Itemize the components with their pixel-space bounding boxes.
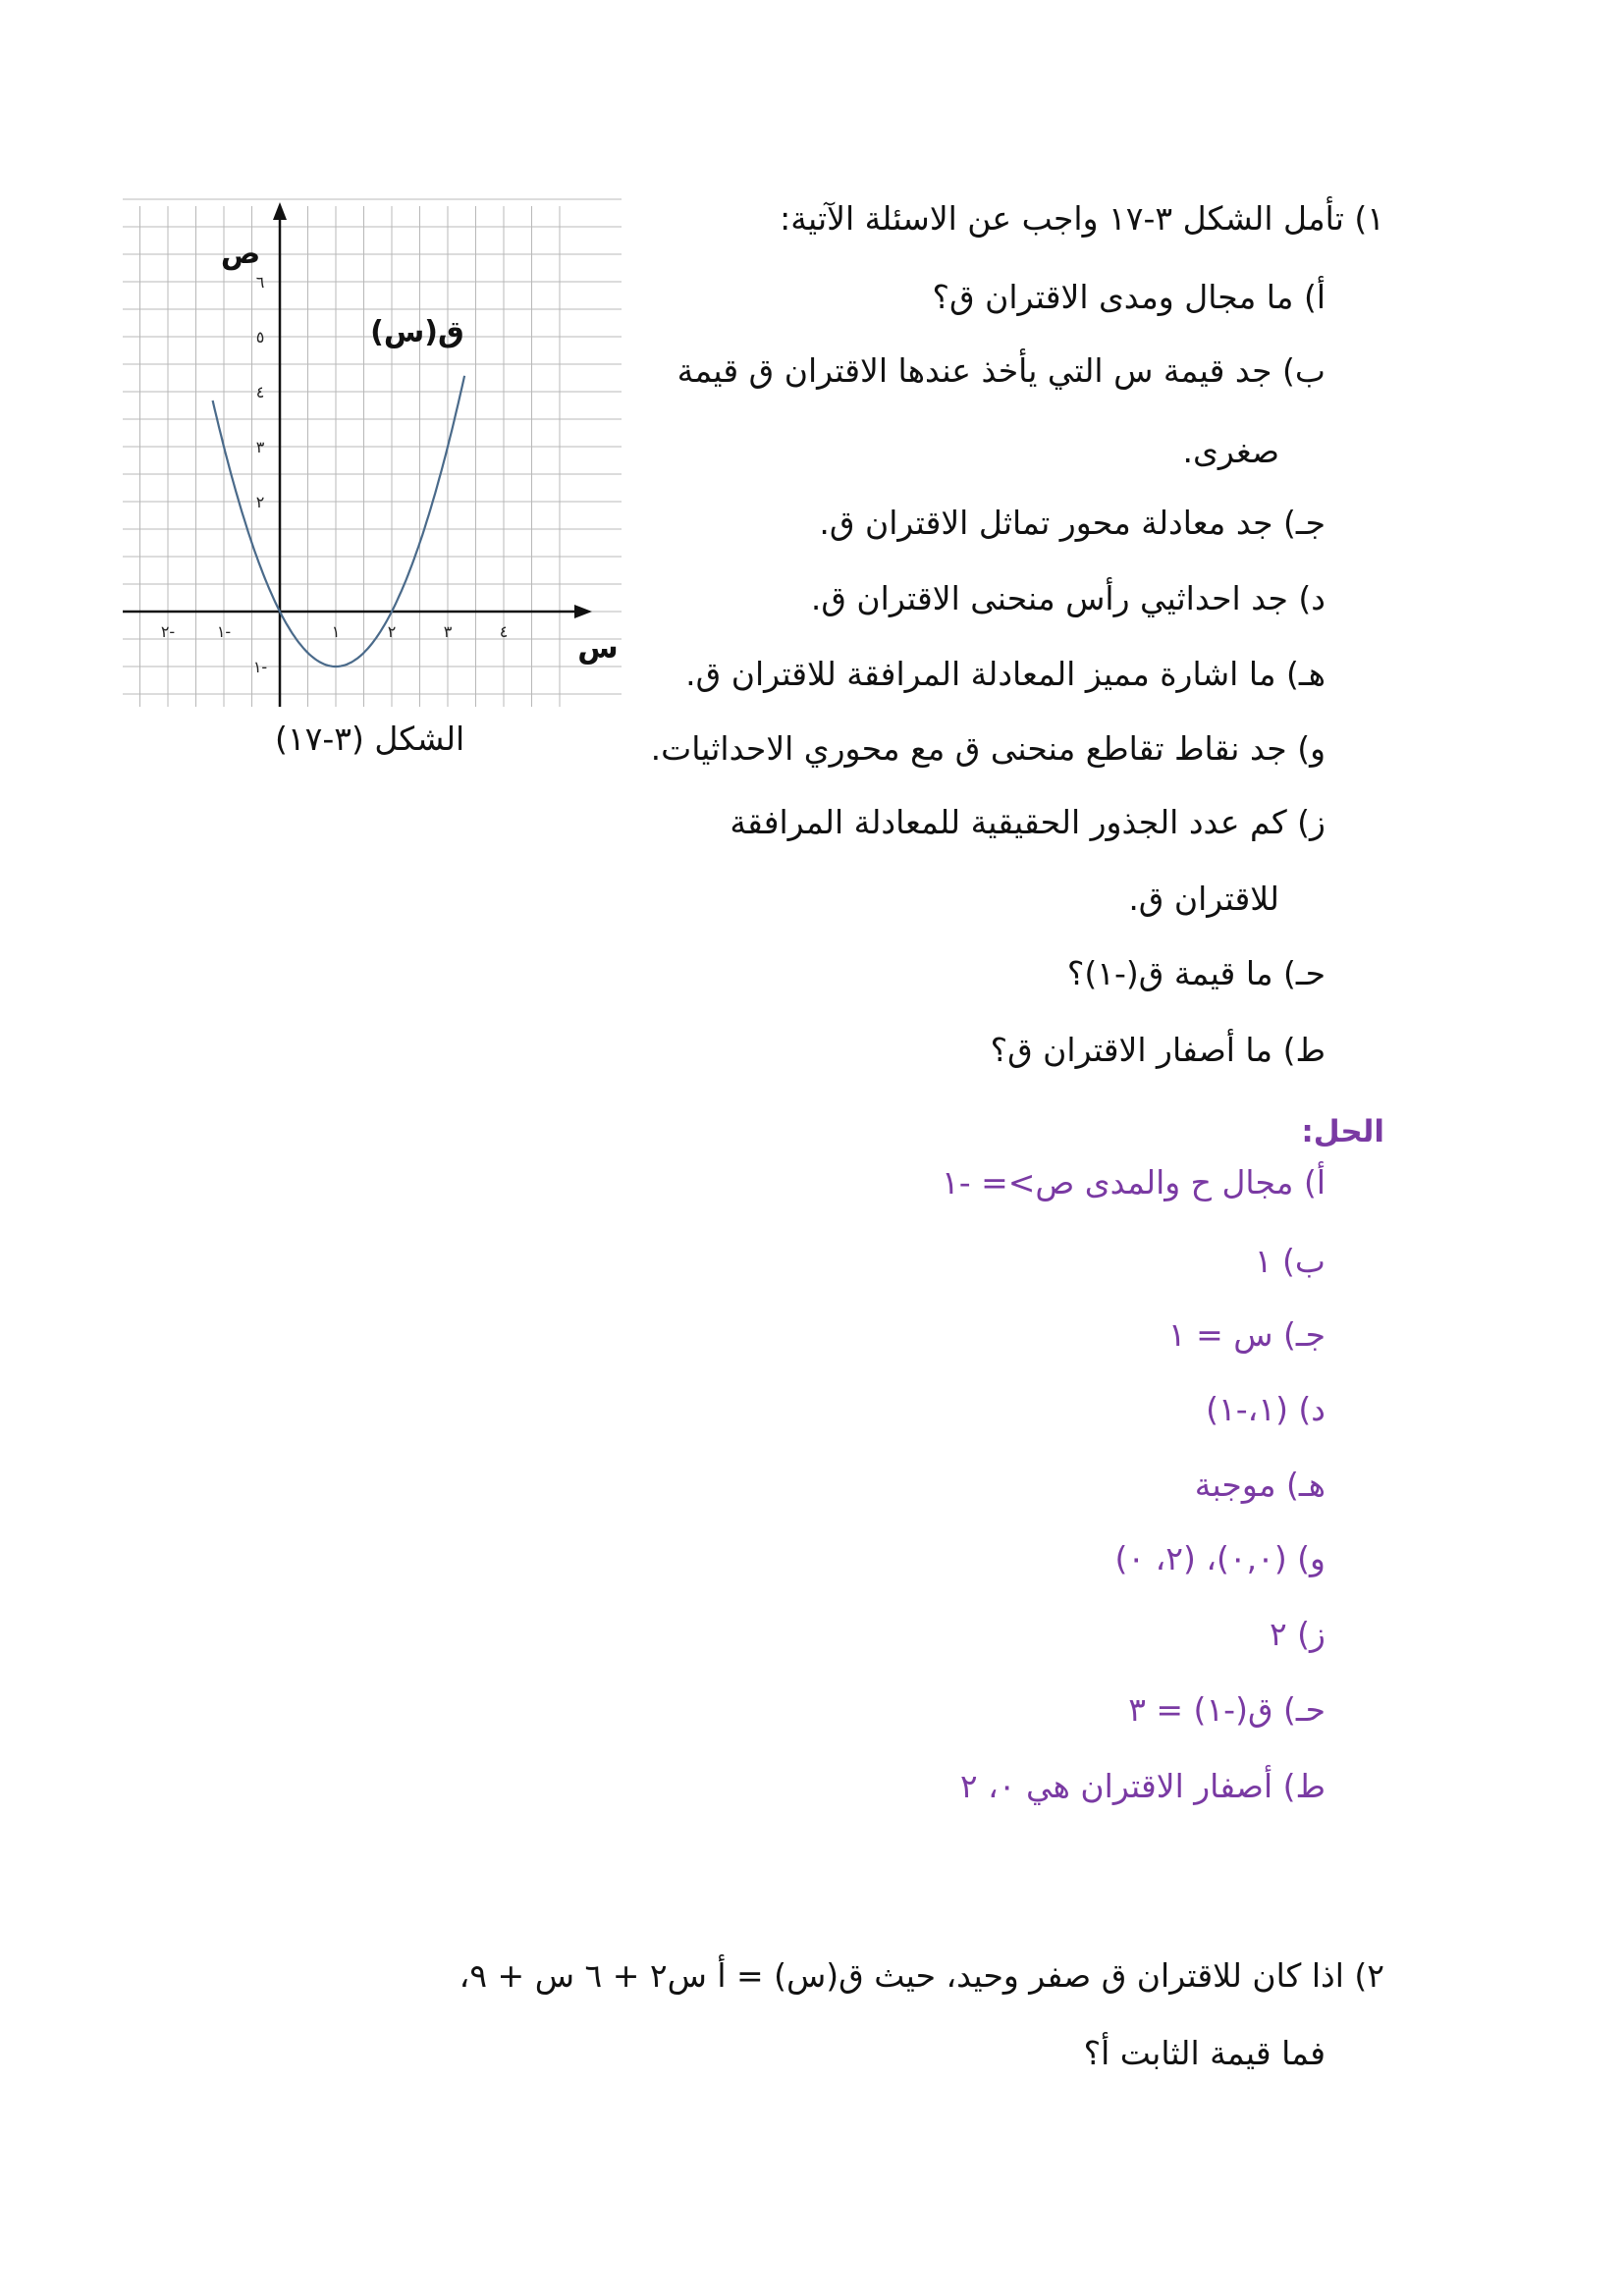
answer-a: أ) مجال ح والمدى ص>= -١ <box>941 1163 1325 1201</box>
y-tick-label: ٢ <box>255 493 265 511</box>
answer-e: هـ) موجبة <box>1194 1466 1325 1504</box>
answer-h: حـ) ق(-١) = ٣ <box>1128 1690 1325 1729</box>
question-2-line-1: ٢) اذا كان للاقتران ق صفر وحيد، حيث ق(س) = أ س٢ + ٦ س + ٩، <box>459 1956 1384 1995</box>
x-tick-label: ١- <box>216 622 232 641</box>
question-2-line-2: فما قيمة الثابت أ؟ <box>1083 2034 1325 2072</box>
question-1-item-b: ب) جد قيمة س التي يأخذ عندها الاقتران ق قيمة <box>676 351 1325 390</box>
y-axis-arrow <box>273 202 287 220</box>
x-tick-label: ١ <box>331 622 341 641</box>
x-tick-label: ٢- <box>160 622 176 641</box>
parabola-graph <box>123 196 641 717</box>
answer-g: ز) ٢ <box>1269 1615 1325 1653</box>
question-1-item-a: أ) ما مجال ومدى الاقتران ق؟ <box>932 278 1325 316</box>
y-tick-label: ٤ <box>255 383 265 401</box>
question-1-item-i: ط) ما أصفار الاقتران ق؟ <box>990 1031 1325 1069</box>
question-1-item-g: ز) كم عدد الجذور الحقيقية للمعادلة المرافقة <box>730 803 1325 841</box>
answer-i: ط) أصفار الاقتران هي ٠، ٢ <box>959 1767 1325 1805</box>
solution-title: الحل: <box>1301 1114 1384 1149</box>
question-1-header: ١) تأمل الشكل ٣-١٧ واجب عن الاسئلة الآتية: <box>780 199 1384 238</box>
y-tick-label: ٣ <box>255 438 265 456</box>
y-tick-label: ١- <box>252 658 268 676</box>
curve-label: ق(س) <box>370 315 464 349</box>
x-axis-arrow <box>574 605 592 618</box>
x-tick-label: ٤ <box>499 622 509 641</box>
x-tick-label: ٣ <box>443 622 453 641</box>
question-1-item-b-cont: صغرى. <box>1182 432 1279 470</box>
y-tick-label: ٥ <box>255 328 265 347</box>
question-1-item-c: جـ) جد معادلة محور تماثل الاقتران ق. <box>819 504 1325 542</box>
answer-f: و) (٠,٠)، (٢، ٠) <box>1114 1539 1325 1577</box>
question-1-item-d: د) جد احداثيي رأس منحنى الاقتران ق. <box>810 579 1325 617</box>
figure-caption: الشكل (٣-١٧) <box>275 720 465 758</box>
question-1-item-g-cont: للاقتران ق. <box>1128 880 1279 918</box>
x-tick-label: ٢ <box>387 622 397 641</box>
answer-c: جـ) س = ١ <box>1167 1315 1325 1354</box>
grid-lines <box>123 199 622 707</box>
question-1-item-e: هـ) ما اشارة مميز المعادلة المرافقة للاقتران ق. <box>685 655 1325 693</box>
question-1-item-f: و) جد نقاط تقاطع منحنى ق مع محوري الاحداثيات. <box>650 729 1325 768</box>
y-axis-label: ص <box>220 237 261 271</box>
axes <box>123 202 592 707</box>
y-tick-label: ٦ <box>255 273 265 292</box>
answer-d: د) (١،-١) <box>1206 1390 1325 1428</box>
x-axis-label: س <box>577 631 619 666</box>
question-1-item-h: حـ) ما قيمة ق(-١)؟ <box>1066 954 1325 992</box>
answer-b: ب) ١ <box>1254 1242 1325 1280</box>
